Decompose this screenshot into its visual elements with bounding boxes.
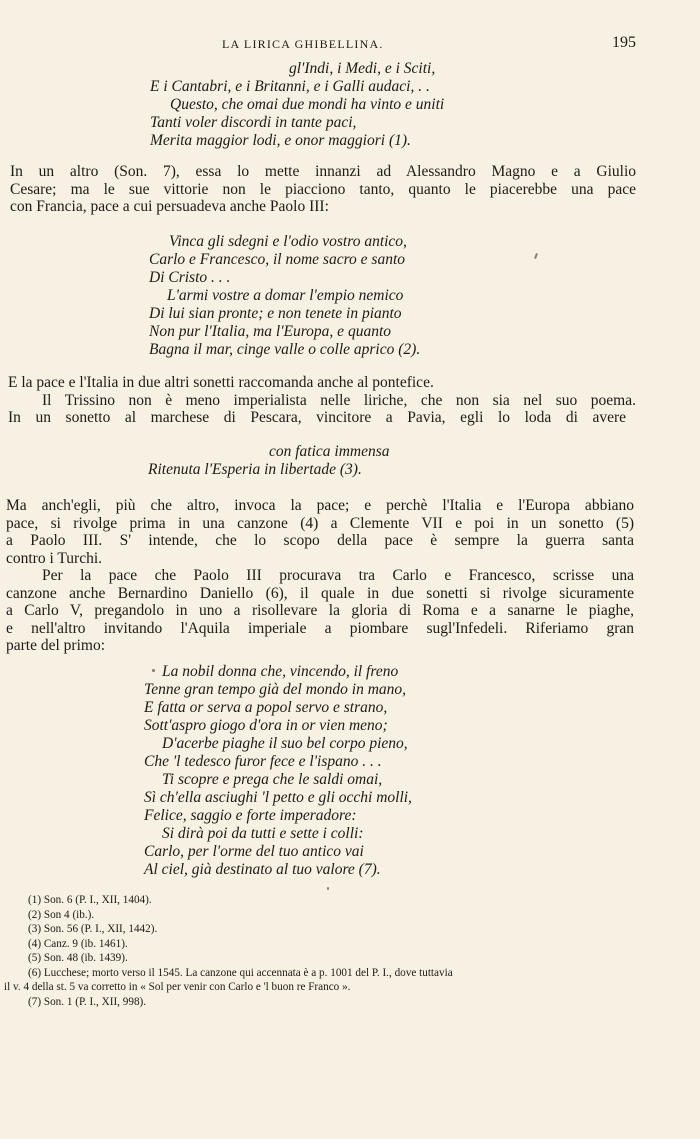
verse-line: Merita maggior lodi, e onor maggiori (1). xyxy=(150,132,411,149)
footnote: (5) Son. 48 (ib. 1439). xyxy=(28,952,128,964)
text-line: a Carlo V, pregandolo in uno a risollevare la gloria di Roma e a sanarne le piaghe, xyxy=(6,602,634,619)
running-head: LA LIRICA GHIBELLINA. xyxy=(222,37,384,51)
text-line: E la pace e l'Italia in due altri sonetti raccomanda anche al pontefice. xyxy=(8,374,434,391)
verse-line: Bagna il mar, cinge valle o colle aprico (2). xyxy=(149,341,421,358)
verse-line: Al ciel, già destinato al tuo valore (7). xyxy=(144,861,381,878)
verse-line: Tenne gran tempo già del mondo in mano, xyxy=(144,681,407,698)
text-line: Per la pace che Paolo III procurava tra Carlo e Francesco, scrisse una xyxy=(42,567,634,584)
verse-line: La nobil donna che, vincendo, il freno xyxy=(162,663,399,680)
footnote: (3) Son. 56 (P. I., XII, 1442). xyxy=(28,923,158,935)
verse-line: Carlo e Francesco, il nome sacro e santo xyxy=(149,251,405,268)
verse-line: Felice, saggio e forte imperadore: xyxy=(144,807,357,824)
verse-block-1 xyxy=(150,60,444,150)
text-line: parte del primo: xyxy=(6,637,105,654)
footnote: (2) Son 4 (ib.). xyxy=(28,908,95,921)
footnote: (1) Son. 6 (P. I., XII, 1404). xyxy=(28,894,152,906)
text-line: e nell'altro invitando l'Aquila imperiale a piombare sugl'Infedeli. Riferiamo gran xyxy=(6,619,634,637)
verse-line: E i Cantabri, e i Britanni, e i Galli audaci, . . xyxy=(150,78,430,95)
text-line: In un sonetto al marchese di Pescara, vincitore a Pavia, egli lo loda di avere xyxy=(8,409,626,426)
footnote: (4) Canz. 9 (ib. 1461). xyxy=(28,937,128,950)
text-line: con Francia, pace a cui persuadeva anche Paolo III: xyxy=(10,198,329,215)
ink-speck xyxy=(534,253,538,259)
paragraph-3 xyxy=(6,497,634,567)
verse-line: Vinca gli sdegni e l'odio vostro antico, xyxy=(169,233,407,250)
text-line: Il Trissino non è meno imperialista nelle liriche, che non sia nel suo poema. xyxy=(42,391,636,409)
footnote: (6) Lucchese; morto verso il 1545. La canzone qui accennata è a p. 1001 del P. I., dove tuttavia xyxy=(28,966,453,979)
verse-line: Di Cristo . . . xyxy=(149,269,231,286)
text-line: contro i Turchi. xyxy=(6,549,103,567)
page-number: 195 xyxy=(612,34,636,51)
paragraph-2 xyxy=(8,374,636,427)
text-line: a Paolo III. S' intende, che lo scopo della pace è sempre la guerra santa xyxy=(6,532,634,549)
verse-block-3 xyxy=(148,443,390,479)
verse-block-4 xyxy=(144,663,412,879)
footnote: il v. 4 della st. 5 va corretto in « Sol per venir con Carlo e 'l buon re Franco ». xyxy=(4,981,351,993)
verse-line: Si dirà poi da tutti e sette i colli: xyxy=(162,825,364,842)
verse-line: Sì ch'ella asciughi 'l petto e gli occhi molli, xyxy=(144,789,412,806)
text-line: In un altro (Son. 7), essa lo mette innanzi ad Alessandro Magno e a Giulio xyxy=(10,163,636,180)
verse-line: E fatta or serva a popol servo e strano, xyxy=(144,699,388,716)
verse-line: Che 'l tedesco furor fece e l'ispano . . . xyxy=(144,753,382,770)
verse-line: L'armi vostre a domar l'empio nemico xyxy=(167,287,404,304)
verse-line: Ti scopre e prega che le saldi omai, xyxy=(162,771,383,788)
footnotes xyxy=(4,893,666,1009)
text-line: Cesare; ma le sue vittorie non le piacciono tanto, quanto le piacerebbe una pace xyxy=(10,180,636,198)
footnote: (7) Son. 1 (P. I., XII, 998). xyxy=(28,995,147,1008)
paragraph-1 xyxy=(10,163,636,216)
verse-line: Non pur l'Italia, ma l'Europa, e quanto xyxy=(149,323,391,340)
verse-line: Sott'aspro giogo d'ora in or vien meno; xyxy=(144,717,388,734)
verse-line: gl'Indi, i Medi, e i Sciti, xyxy=(289,60,436,77)
page-header xyxy=(0,34,700,54)
ink-speck xyxy=(327,887,329,890)
paragraph-4 xyxy=(6,567,634,655)
verse-line: Questo, che omai due mondi ha vinto e uniti xyxy=(170,96,445,113)
verse-line: Ritenuta l'Esperia in libertade (3). xyxy=(148,461,362,478)
verse-line: Tanti voler discordi in tante paci, xyxy=(150,114,357,131)
verse-line: D'acerbe piaghe il suo bel corpo pieno, xyxy=(162,735,408,752)
verse-line: con fatica immensa xyxy=(269,443,390,460)
text-line: canzone anche Bernardino Daniello (6), il quale in due sonetti si rivolge sicuramente xyxy=(6,584,634,602)
verse-block-2 xyxy=(149,233,420,359)
text-line: Ma anch'egli, più che altro, invoca la pace; e perchè l'Italia e l'Europa abbiano xyxy=(6,497,634,514)
text-line: pace, si rivolge prima in una canzone (4) a Clemente VII e poi in un sonetto (5) xyxy=(6,514,634,532)
ink-speck xyxy=(152,669,155,672)
verse-line: Carlo, per l'orme del tuo antico vai xyxy=(144,843,364,860)
verse-line: Di lui sian pronte; e non tenete in pianto xyxy=(149,305,402,322)
